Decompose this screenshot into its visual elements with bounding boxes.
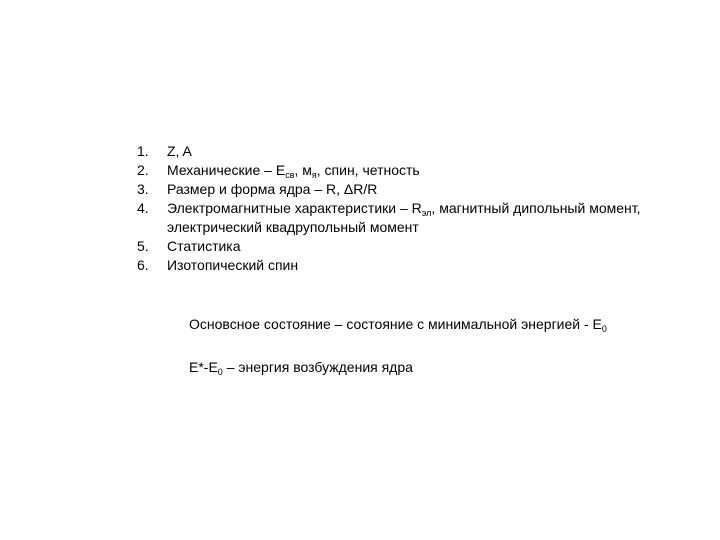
list-item-number: 6. — [137, 257, 149, 273]
subscript: 0 — [217, 367, 223, 377]
list-item-text: Z, A — [167, 143, 192, 159]
subscript: 0 — [601, 324, 607, 334]
list-item-text: Изотопический спин — [167, 257, 299, 273]
ground-state-definition: Основсное состояние – состояние с минимальной энергией - $E_0$ — [189, 316, 607, 334]
list-item — [137, 142, 697, 161]
list-item-number: 2. — [137, 162, 149, 178]
list-item-number: 4. — [137, 200, 149, 216]
excitation-energy-definition: $E*-E_0$ – энергия возбуждения ядра — [189, 359, 413, 377]
list-item-number: 3. — [137, 181, 149, 197]
list-item-number: 5. — [137, 238, 149, 254]
list-item-text: Электромагнитные характеристики – $R_{эл}$, магнитный дипольный момент, электрический квадрупольный момент — [167, 200, 641, 235]
list-item-text: Статистика — [167, 238, 241, 254]
list-item-text: Размер и форма ядра – R, ΔR/R — [167, 181, 378, 197]
subscript: св — [285, 170, 295, 180]
list-item-text: Механические – $E_{св}$, $м_я$, спин, четность — [167, 162, 420, 180]
list-item — [137, 256, 697, 275]
subscript: эл — [421, 208, 432, 218]
list-item — [137, 237, 697, 256]
list-item — [137, 199, 697, 237]
list-item — [137, 180, 697, 199]
list-item — [137, 161, 697, 180]
list-item-number: 1. — [137, 143, 149, 159]
subscript: я — [311, 170, 317, 180]
numbered-list — [137, 142, 697, 275]
